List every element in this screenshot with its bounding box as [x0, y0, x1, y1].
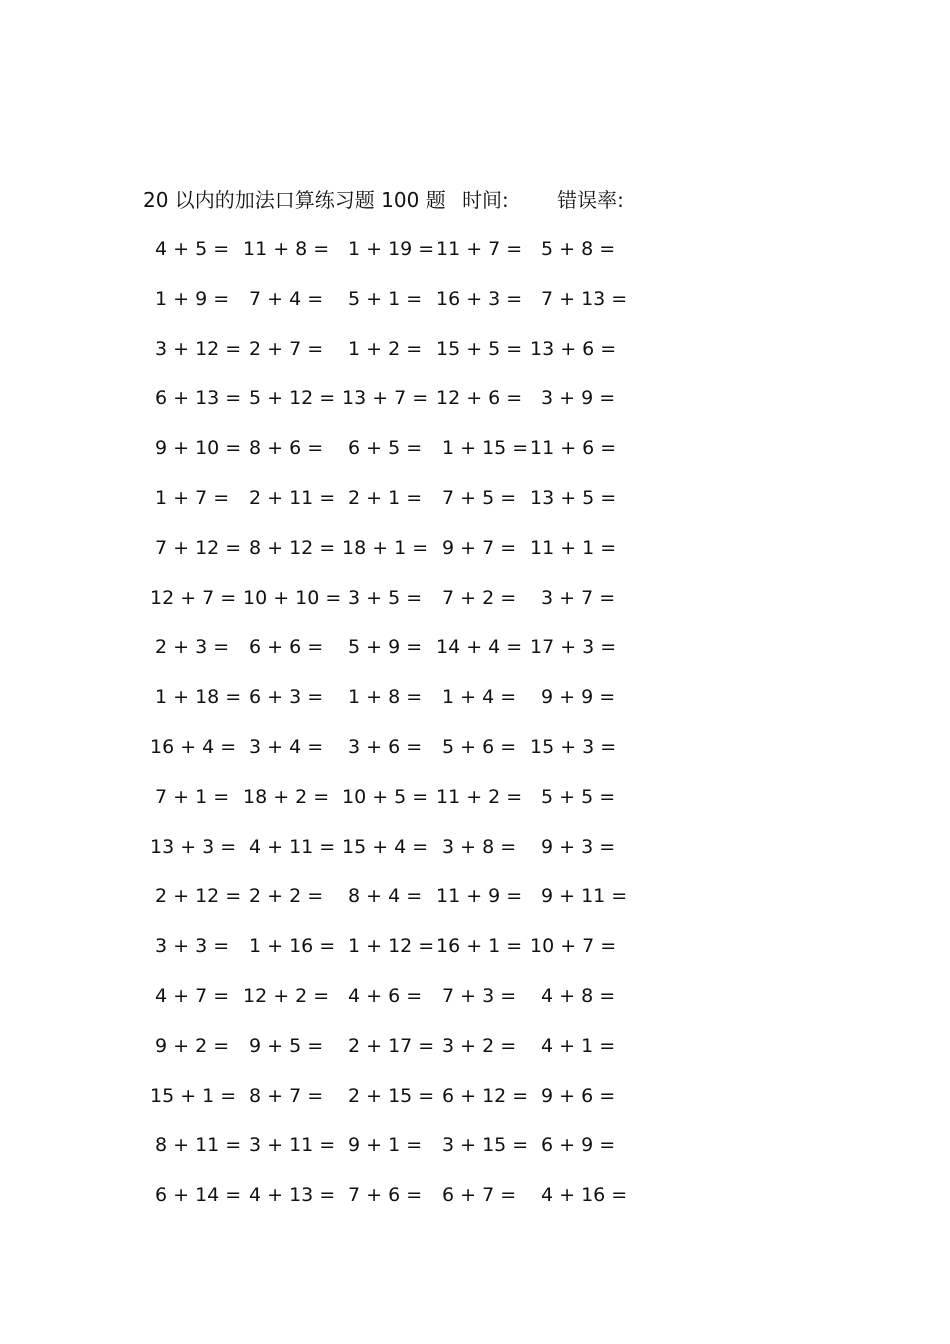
problem-row — [150, 1181, 630, 1231]
problem-cell: 1 + 19 = — [348, 238, 435, 260]
problem-cell: 16 + 4 = — [150, 735, 237, 758]
problem-cell: 4 + 6 = — [348, 984, 423, 1007]
problem-cell: 7 + 12 = — [155, 536, 242, 559]
problem-cell: 8 + 6 = — [249, 437, 324, 460]
problem-cell: 4 + 11 = — [249, 835, 336, 858]
problem-cell: 6 + 13 = — [155, 387, 242, 410]
problem-cell: 2 + 15 = — [348, 1084, 435, 1107]
problem-cell: 13 + 5 = — [530, 486, 617, 509]
problem-cell: 9 + 2 = — [155, 1034, 230, 1057]
problem-cell: 2 + 7 = — [249, 337, 324, 360]
problem-cell: 13 + 7 = — [342, 387, 429, 410]
problem-cell: 2 + 3 = — [155, 636, 230, 659]
problem-cell: 11 + 6 = — [530, 437, 617, 460]
problem-cell: 3 + 9 = — [541, 387, 616, 410]
problem-cell: 16 + 1 = — [436, 935, 523, 958]
problem-cell: 9 + 11 = — [541, 885, 628, 908]
problem-cell: 4 + 13 = — [249, 1184, 336, 1207]
problem-row — [150, 434, 630, 484]
problem-cell: 6 + 14 = — [155, 1184, 242, 1207]
problem-cell: 9 + 7 = — [442, 536, 517, 559]
problem-cell: 2 + 17 = — [348, 1034, 435, 1057]
problem-cell: 3 + 2 = — [442, 1034, 517, 1057]
problem-cell: 3 + 4 = — [249, 735, 324, 758]
problem-cell: 9 + 5 = — [249, 1034, 324, 1057]
problem-row — [150, 285, 630, 335]
problem-cell: 3 + 15 = — [442, 1134, 529, 1157]
problem-cell: 2 + 1 = — [348, 486, 423, 509]
problem-row — [150, 235, 630, 285]
problem-cell: 11 + 9 = — [436, 885, 523, 908]
problem-cell: 5 + 5 = — [541, 785, 616, 808]
problem-row — [150, 783, 630, 833]
problem-cell: 1 + 12 = — [348, 935, 435, 958]
problem-row — [150, 833, 630, 883]
problem-cell: 3 + 7 = — [541, 586, 616, 609]
problem-cell: 4 + 7 = — [155, 984, 230, 1007]
problem-cell: 18 + 1 = — [342, 536, 429, 559]
problem-cell: 1 + 2 = — [348, 337, 423, 360]
problem-cell: 9 + 1 = — [348, 1134, 423, 1157]
problem-cell: 9 + 6 = — [541, 1084, 616, 1107]
problem-cell: 10 + 10 = — [243, 586, 342, 609]
problem-row — [150, 534, 630, 584]
problem-row — [150, 683, 630, 733]
problem-cell: 15 + 5 = — [436, 337, 523, 360]
problem-cell: 2 + 12 = — [155, 885, 242, 908]
problem-cell: 3 + 8 = — [442, 835, 517, 858]
problem-cell: 7 + 2 = — [442, 586, 517, 609]
error-rate-label: 错误率: — [557, 188, 624, 212]
problem-cell: 1 + 7 = — [155, 486, 230, 509]
problem-row — [150, 1032, 630, 1082]
problem-cell: 1 + 15 = — [442, 437, 529, 460]
problem-cell: 2 + 11 = — [249, 486, 336, 509]
problem-row — [150, 882, 630, 932]
problem-cell: 12 + 7 = — [150, 586, 237, 609]
problem-cell: 7 + 5 = — [442, 486, 517, 509]
problem-row — [150, 584, 630, 634]
problem-cell: 4 + 8 = — [541, 984, 616, 1007]
problem-cell: 1 + 16 = — [249, 935, 336, 958]
problem-cell: 5 + 12 = — [249, 387, 336, 410]
problem-row — [150, 982, 630, 1032]
problem-cell: 3 + 5 = — [348, 586, 423, 609]
problem-row — [150, 733, 630, 783]
problem-cell: 8 + 7 = — [249, 1084, 324, 1107]
time-label: 时间: — [462, 188, 509, 212]
problem-cell: 10 + 7 = — [530, 935, 617, 958]
problem-cell: 11 + 2 = — [436, 785, 523, 808]
problem-cell: 13 + 6 = — [530, 337, 617, 360]
problem-cell: 7 + 6 = — [348, 1184, 423, 1207]
worksheet-header — [143, 186, 624, 214]
problem-cell: 6 + 5 = — [348, 437, 423, 460]
problem-cell: 16 + 3 = — [436, 287, 523, 310]
problem-row — [150, 932, 630, 982]
problem-row — [150, 484, 630, 534]
problem-cell: 7 + 13 = — [541, 287, 628, 310]
problem-cell: 6 + 7 = — [442, 1184, 517, 1207]
problem-cell: 6 + 12 = — [442, 1084, 529, 1107]
problem-cell: 1 + 4 = — [442, 686, 517, 709]
problem-cell: 10 + 5 = — [342, 785, 429, 808]
problem-cell: 3 + 6 = — [348, 735, 423, 758]
problem-cell: 7 + 1 = — [155, 785, 230, 808]
problem-cell: 9 + 9 = — [541, 686, 616, 709]
problem-row — [150, 1082, 630, 1132]
problem-cell: 2 + 2 = — [249, 885, 324, 908]
problem-cell: 6 + 9 = — [541, 1134, 616, 1157]
problem-cell: 15 + 1 = — [150, 1084, 237, 1107]
problem-cell: 5 + 1 = — [348, 287, 423, 310]
problem-cell: 15 + 3 = — [530, 735, 617, 758]
problem-cell: 1 + 8 = — [348, 686, 423, 709]
problem-cell: 4 + 16 = — [541, 1184, 628, 1207]
problem-cell: 11 + 1 = — [530, 536, 617, 559]
problem-row — [150, 335, 630, 385]
problem-cell: 3 + 3 = — [155, 935, 230, 958]
problem-cell: 5 + 8 = — [541, 238, 616, 260]
problem-cell: 9 + 3 = — [541, 835, 616, 858]
problem-cell: 4 + 5 = — [155, 238, 230, 260]
problem-cell: 4 + 1 = — [541, 1034, 616, 1057]
problem-cell: 8 + 12 = — [249, 536, 336, 559]
problem-cell: 8 + 11 = — [155, 1134, 242, 1157]
problem-cell: 14 + 4 = — [436, 636, 523, 659]
worksheet-title: 20 以内的加法口算练习题 100 题 — [143, 188, 446, 212]
problem-cell: 7 + 4 = — [249, 287, 324, 310]
problem-row — [150, 633, 630, 683]
problem-cell: 18 + 2 = — [243, 785, 330, 808]
problem-cell: 17 + 3 = — [530, 636, 617, 659]
problem-row — [150, 1131, 630, 1181]
problem-cell: 6 + 6 = — [249, 636, 324, 659]
problem-cell: 1 + 18 = — [155, 686, 242, 709]
problem-cell: 5 + 9 = — [348, 636, 423, 659]
problem-cell: 6 + 3 = — [249, 686, 324, 709]
problem-row — [150, 384, 630, 434]
problem-cell: 15 + 4 = — [342, 835, 429, 858]
problem-cell: 8 + 4 = — [348, 885, 423, 908]
problem-cell: 11 + 8 = — [243, 238, 330, 260]
problem-cell: 5 + 6 = — [442, 735, 517, 758]
problem-cell: 11 + 7 = — [436, 238, 523, 260]
problem-cell: 7 + 3 = — [442, 984, 517, 1007]
problem-cell: 3 + 12 = — [155, 337, 242, 360]
problem-cell: 12 + 6 = — [436, 387, 523, 410]
problem-cell: 12 + 2 = — [243, 984, 330, 1007]
problem-cell: 13 + 3 = — [150, 835, 237, 858]
problem-grid — [150, 235, 630, 1231]
problem-cell: 3 + 11 = — [249, 1134, 336, 1157]
problem-cell: 1 + 9 = — [155, 287, 230, 310]
problem-cell: 9 + 10 = — [155, 437, 242, 460]
